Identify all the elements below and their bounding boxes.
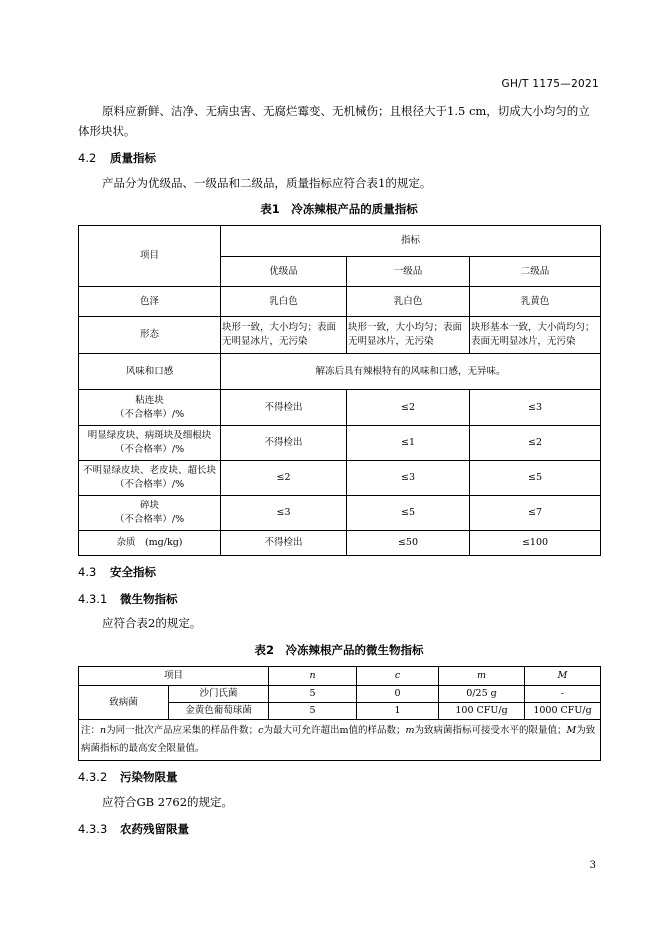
- row-item-name: 粘连块: [135, 394, 164, 406]
- quality-index-table: [78, 225, 601, 556]
- section-4-2-paragraph: [78, 173, 600, 193]
- paragraph-text: 应符合GB 2762的规定。: [102, 795, 234, 809]
- row-value: ≤7: [470, 496, 601, 531]
- m-value: 0/25 g: [439, 686, 525, 703]
- section-number: 4.3.2: [78, 770, 108, 784]
- row-value: ≤3: [347, 461, 470, 496]
- section-title: 质量指标: [110, 151, 156, 165]
- section-4-3-1-paragraph: [78, 613, 600, 633]
- intro-text: 原料应新鲜、洁净、无病虫害、无腐烂霉变、无机械伤；且根径大于1.5 cm，切成大小均匀的立体形块状。: [78, 104, 590, 138]
- section-number: 4.3.3: [78, 822, 108, 836]
- grade-header: 优级品: [221, 257, 347, 287]
- n-value: 5: [269, 686, 357, 703]
- section-title: 农药残留限量: [120, 822, 189, 836]
- table-row: [79, 426, 601, 461]
- section-number: 4.2: [78, 151, 97, 165]
- organism-name: 沙门氏菌: [169, 686, 269, 703]
- microbial-index-table: [78, 666, 601, 761]
- table-header-row: [79, 226, 601, 257]
- section-4-3-heading: [78, 564, 156, 580]
- item-header: 项目: [79, 226, 221, 287]
- note-symbol: M: [566, 725, 577, 736]
- item-header: 项目: [79, 667, 269, 686]
- pathogen-group: 致病菌: [79, 686, 169, 720]
- table-header-row: [79, 667, 601, 686]
- row-item-name: 不明显绿皮块、老皮块、超长块: [82, 465, 216, 476]
- row-value: ≤2: [347, 390, 470, 426]
- table-row: [79, 461, 601, 496]
- note-text: 为致病菌指标可接受水平的限量值；: [414, 725, 567, 736]
- row-item-unit: （不合格率）/%: [114, 444, 185, 455]
- row-item: 风味和口感: [79, 354, 221, 390]
- row-value: ≤5: [470, 461, 601, 496]
- row-item: [79, 426, 221, 461]
- table-row: [79, 287, 601, 317]
- row-value: ≤3: [221, 496, 347, 531]
- table-row: [79, 390, 601, 426]
- document-code: GH/T 1175—2021: [501, 78, 599, 90]
- grade-header: 二级品: [470, 257, 601, 287]
- row-value: 不得检出: [221, 426, 347, 461]
- row-value: 不得检出: [221, 531, 347, 556]
- row-value: 乳黄色: [470, 287, 601, 317]
- row-item: [79, 496, 221, 531]
- page-number: 3: [589, 860, 596, 871]
- row-value: ≤50: [347, 531, 470, 556]
- note-text: 为最大可允许超出m值的样品数；: [263, 725, 406, 736]
- row-value: 块形基本一致，大小尚均匀；表面无明显冰片，无污染: [470, 317, 601, 354]
- M-value: -: [525, 686, 601, 703]
- section-title: 微生物指标: [120, 592, 178, 606]
- row-item: 形态: [79, 317, 221, 354]
- row-value: ≤3: [470, 390, 601, 426]
- n-value: 5: [269, 703, 357, 720]
- row-item-name: 碎块: [139, 500, 159, 511]
- organism-name: 金黄色葡萄球菌: [169, 703, 269, 720]
- row-value: ≤5: [347, 496, 470, 531]
- row-merged-value: 解冻后具有辣根特有的风味和口感，无异味。: [221, 354, 601, 390]
- intro-paragraph: [78, 101, 600, 141]
- table-note-row: [79, 720, 601, 761]
- note-symbol: m: [405, 725, 415, 736]
- table2-caption: 表2 冷冻辣根产品的微生物指标: [254, 643, 424, 657]
- section-title: 污染物限量: [120, 770, 178, 784]
- table-row: [79, 686, 601, 703]
- section-4-3-1-heading: [78, 591, 178, 607]
- c-symbol: c: [394, 670, 401, 681]
- n-header: [269, 667, 357, 686]
- M-value: 1000 CFU/g: [525, 703, 601, 720]
- paragraph-text: 应符合表2的规定。: [102, 616, 202, 630]
- m-value: 100 CFU/g: [439, 703, 525, 720]
- row-item-unit: （不合格率）/%: [114, 408, 185, 420]
- section-4-3-2-heading: [78, 769, 178, 785]
- row-value: 不得检出: [221, 390, 347, 426]
- row-item: 杂质 (mg/kg): [79, 531, 221, 556]
- c-value: 1: [357, 703, 439, 720]
- row-item-name: 明显绿皮块、病斑块及细根块: [87, 430, 212, 441]
- note-symbol: c: [258, 725, 264, 736]
- c-value: 0: [357, 686, 439, 703]
- row-item-unit: （不合格率）/%: [114, 514, 185, 525]
- row-value: 乳白色: [221, 287, 347, 317]
- table-row: [79, 317, 601, 354]
- row-value: 块形一致，大小均匀；表面无明显冰片，无污染: [347, 317, 470, 354]
- note-text: 为致病菌指标的最高安全限量值。: [81, 725, 596, 754]
- row-value: ≤100: [470, 531, 601, 556]
- row-item: [79, 390, 221, 426]
- grade-header: 一级品: [347, 257, 470, 287]
- note-text: 为同一批次产品应采集的样品件数；: [106, 725, 259, 736]
- section-4-3-3-heading: [78, 821, 189, 837]
- row-value: ≤2: [470, 426, 601, 461]
- table1-caption: 表1 冷冻辣根产品的质量指标: [260, 202, 418, 216]
- row-value: ≤1: [347, 426, 470, 461]
- table-row: [79, 531, 601, 556]
- section-title: 安全指标: [110, 565, 156, 579]
- row-item-unit: （不合格率）/%: [114, 479, 185, 490]
- section-number: 4.3: [78, 565, 97, 579]
- row-value: 乳白色: [347, 287, 470, 317]
- section-4-3-2-paragraph: [78, 792, 600, 812]
- row-value: ≤2: [221, 461, 347, 496]
- section-number: 4.3.1: [78, 592, 108, 606]
- row-value: 块形一致，大小均匀；表面无明显冰片，无污染: [221, 317, 347, 354]
- m-header: [439, 667, 525, 686]
- table-row: [79, 354, 601, 390]
- paragraph-text: 产品分为优级品、一级品和二级品，质量指标应符合表1的规定。: [102, 176, 432, 190]
- table-row: [79, 496, 601, 531]
- row-item: [79, 461, 221, 496]
- M-header: [525, 667, 601, 686]
- m-symbol: m: [477, 670, 487, 681]
- section-4-2-heading: [78, 150, 156, 166]
- c-header: [357, 667, 439, 686]
- table-note: [79, 720, 601, 761]
- note-symbol: n: [100, 725, 107, 736]
- note-prefix: 注：: [81, 725, 101, 736]
- row-item: 色泽: [79, 287, 221, 317]
- n-symbol: n: [309, 670, 316, 681]
- M-symbol: M: [557, 670, 568, 681]
- index-header: 指标: [221, 226, 601, 257]
